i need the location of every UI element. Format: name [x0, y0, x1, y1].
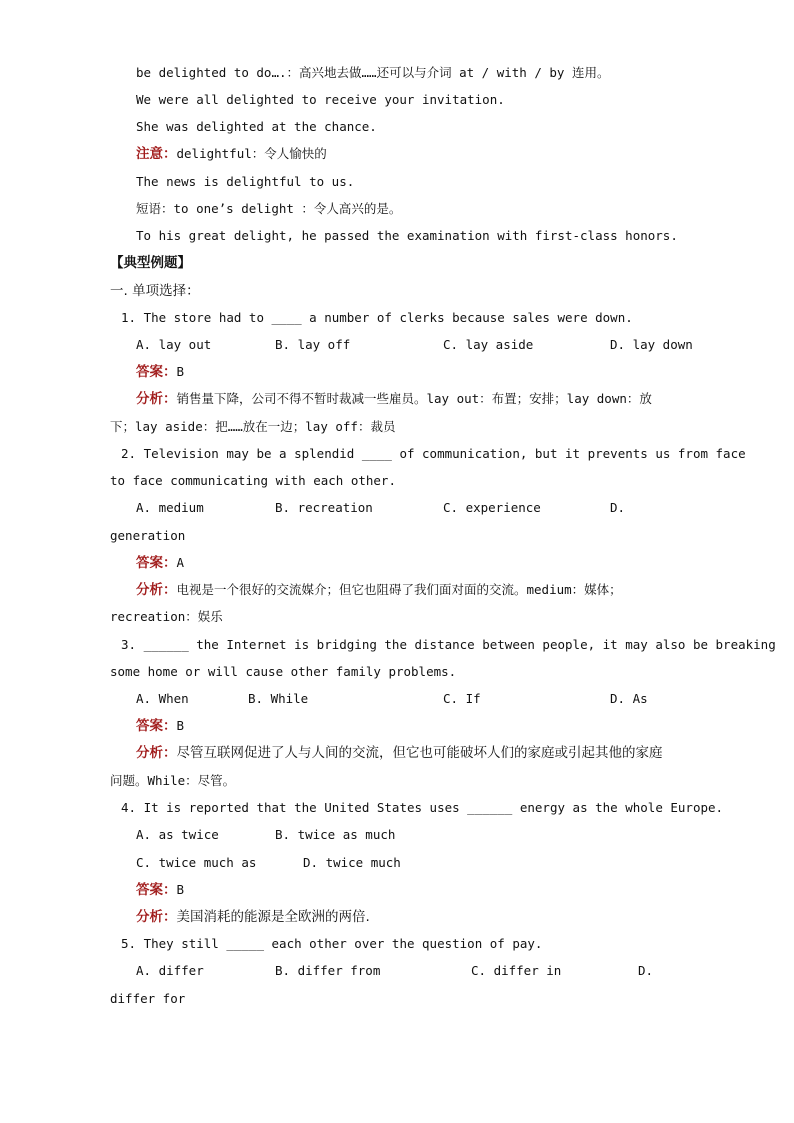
q1-option-b: B. lay off: [275, 337, 351, 352]
q1-option-d: D. lay down: [610, 337, 693, 352]
note-line-2: We were all delighted to receive your invitation.: [136, 92, 505, 107]
q2-answer: [136, 554, 184, 572]
q2-option-d: D.: [610, 500, 626, 515]
q1-option-c: C. lay aside: [443, 337, 534, 352]
q1-stem: 1. The store had to ____ a number of clerks because sales were down.: [121, 310, 633, 325]
answer-label: 答案：: [136, 555, 177, 571]
q5-option-c: C. differ in: [471, 963, 562, 978]
analysis-label: 分析：: [136, 582, 177, 598]
q3-stem-2: some home or will cause other family problems.: [110, 664, 457, 679]
q2-answer-value: A: [176, 555, 185, 570]
q4-option-a: A. as twice: [136, 827, 219, 842]
q4-analysis-1: [136, 908, 370, 926]
note-text: delightful：令人愉快的: [176, 146, 327, 161]
q2-option-c: C. experience: [443, 500, 541, 515]
phrase-line: 短语：to one’s delight ：令人高兴的是。: [136, 201, 402, 216]
answer-label: 答案：: [136, 364, 177, 380]
answer-label: 答案：: [136, 718, 177, 734]
q2-option-b: B. recreation: [275, 500, 373, 515]
q2-analysis-text: 电视是一个很好的交流媒介；但它也阻碍了我们面对面的交流。medium：媒体；: [176, 582, 622, 597]
q1-answer: [136, 363, 184, 381]
note-line-5: The news is delightful to us.: [136, 174, 355, 189]
note-line-1: be delighted to do….：高兴地去做……还可以与介词 at / with / by 连用。: [136, 65, 610, 80]
q2-option-a: A. medium: [136, 500, 204, 515]
section-title: 【典型例题】: [110, 255, 191, 271]
q4-answer: [136, 881, 184, 899]
q3-option-a: A. When: [136, 691, 189, 706]
q5-stem: 5. They still _____ each other over the question of pay.: [121, 936, 543, 951]
q4-option-c: C. twice much as: [136, 855, 257, 870]
q3-stem-1: 3. ______ the Internet is bridging the distance between people, it may also be breaking: [121, 637, 776, 652]
note-label: 注意：: [136, 146, 177, 162]
q3-option-c: C. If: [443, 691, 481, 706]
q1-option-a: A. lay out: [136, 337, 212, 352]
q3-analysis-1: [136, 744, 663, 762]
q3-answer-value: B: [176, 718, 185, 733]
q2-stem-1: 2. Television may be a splendid ____ of communication, but it prevents us from face: [121, 446, 746, 461]
q5-option-d-cont: differ for: [110, 991, 186, 1006]
analysis-label: 分析：: [136, 909, 177, 925]
q3-option-b: B. While: [248, 691, 309, 706]
q4-analysis-text: 美国消耗的能源是全欧洲的两倍.: [176, 909, 370, 925]
q1-analysis-text: 销售量下降，公司不得不暂时裁减一些雇员。lay out：布置；安排；lay down：放: [176, 391, 652, 406]
analysis-label: 分析：: [136, 391, 177, 407]
q2-analysis-2: recreation：娱乐: [110, 609, 223, 624]
section-subtitle: 一. 单项选择：: [110, 283, 200, 299]
q1-analysis-2: 下；lay aside：把……放在一边；lay off：裁员: [110, 419, 396, 434]
q5-option-a: A. differ: [136, 963, 204, 978]
q4-answer-value: B: [176, 882, 185, 897]
q3-analysis-2: 问题。While：尽管。: [110, 773, 236, 788]
note-line-3: She was delighted at the chance.: [136, 119, 377, 134]
note-line-4: [136, 145, 327, 163]
q1-answer-value: B: [176, 364, 185, 379]
q2-stem-2: to face communicating with each other.: [110, 473, 396, 488]
q4-stem: 4. It is reported that the United States uses ______ energy as the whole Europe.: [121, 800, 724, 815]
note-line-7: To his great delight, he passed the examination with first-class honors.: [136, 228, 678, 243]
q2-option-d-cont: generation: [110, 528, 186, 543]
q5-option-b: B. differ from: [275, 963, 381, 978]
q3-option-d: D. As: [610, 691, 648, 706]
q3-answer: [136, 717, 184, 735]
q3-analysis-text: 尽管互联网促进了人与人间的交流，但它也可能破坏人们的家庭或引起其他的家庭: [176, 745, 663, 761]
answer-label: 答案：: [136, 882, 177, 898]
q4-option-b: B. twice as much: [275, 827, 396, 842]
q1-analysis-1: [136, 390, 652, 408]
q4-option-d: D. twice much: [303, 855, 401, 870]
q5-option-d: D.: [638, 963, 654, 978]
analysis-label: 分析：: [136, 745, 177, 761]
q2-analysis-1: [136, 581, 622, 599]
